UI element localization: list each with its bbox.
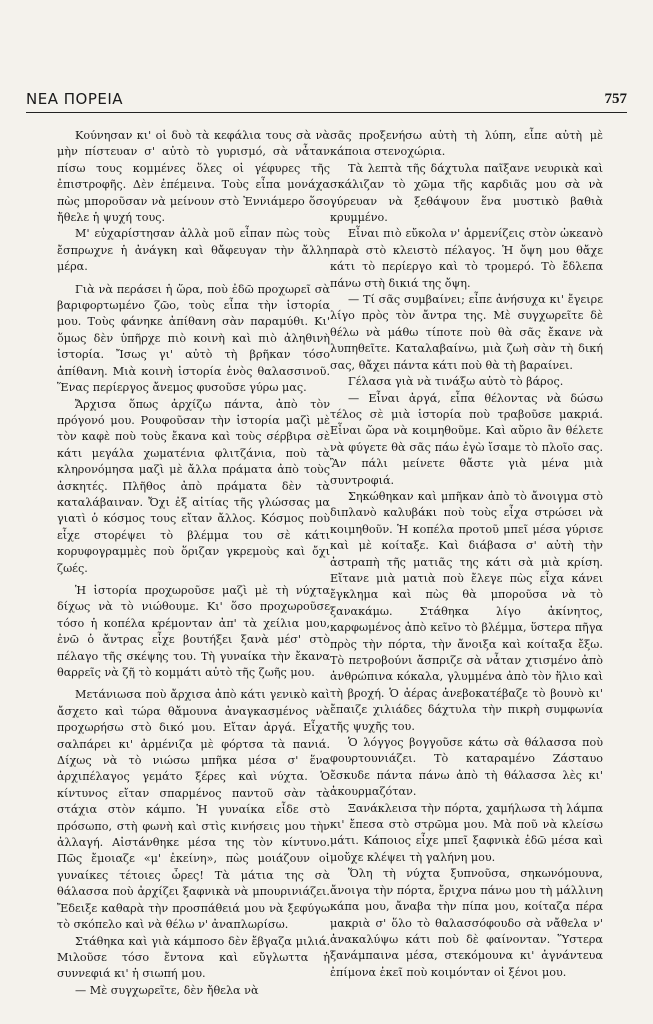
paragraph: Ἡ ἱστορία προχωροῦσε μαζὶ μὲ τὴ νύχτα δίχως νὰ τὸ νιώθουμε. Κι' ὅσο προχωροῦσε τόσο ἡ κοπέλα κρέμονταν ἀπ' τὰ χείλια μου, ἐνῶ ὁ ἄντρας εἶχε βουτήξει ξανὰ μέσ' στὸ πέλαγο τῆς σκέψης του. Τὴ γυναίκα τὴν ἔκανα θαρρεῖς νὰ ζῆ τὸ κομμάτι αὐτὸ τῆς ζωῆς μου.: [57, 583, 330, 679]
paragraph: Ὁ λόγγος βογγοῦσε κάτω σὰ θάλασσα ποὺ φουρτουνιάζει. Τὸ καταραμένο Ζάσταυο ἔσκυδε πάντα πάνω ἀπὸ τὴ θάλασσα λὲς κι' ἀκουρμαζόταν.: [330, 736, 603, 799]
paragraph: Μ' εὐχαρίστησαν ἀλλὰ μοῦ εἶπαν πὼς τοὺς ἔσπρωχνε ἡ ἀνάγκη καὶ θἄφευγαν τὴν ἄλλη μέρα.: [57, 227, 330, 274]
header-rule: [26, 112, 627, 113]
paragraph: Ὅλη τὴ νύχτα ξυπνοῦσα, σηκωνόμουνα, ἄνοιγα τὴν πόρτα, ἔριχνα πάνω μου τὴ μάλλινη κάπα μου, ἄναβα τὴν πίπα μου, κοίταζα πέρα μακριὰ σ' ὅλο τὸ θαλασσόφουδο σὰ νἄθελα ν' ἀνακαλύψω κάτι ποὺ δὲ φαίνονταν. Ὕστερα ξανάμπαινα μέσα, στεκόμουνα κι' ἀγνάντευα ἐπίμονα ἐκεῖ ποὺ κοιμόνταν οἱ ξένοι μου.: [330, 867, 603, 979]
paragraph: Ἄρχισα ὅπως ἀρχίζω πάντα, ἀπὸ τὸν πρόγονό μου. Ρουφοῦσαν τὴν ἱστορία μαζὶ μὲ τὸν καφὲ ποὺ τοὺς ἔκανα καὶ τοὺς σέρβιρα σὲ κάτι μεγάλα χωματένια φλιτζάνια, ποὺ τὰ κληρονόμησα μαζὶ μὲ ἄλλα πράματα ἀπὸ τοὺς ἀσκητές. Πλῆθος ἀπὸ πράματα δὲν τὰ καταλάβαιναν. Ὄχι ἐξ αἰτίας τῆς γλώσσας μα γιατὶ ὁ κόσμος τους εἴταν ἄλλος. Κόσμος ποὺ εἶχε στορέψει τὸ βλέμμα του σὲ κάτι κορυφογραμμὲς ποὺ ὅριζαν γκρεμοὺς καὶ ὄχι ζωές.: [57, 397, 330, 575]
paragraph: Ξανάκλεισα τὴν πόρτα, χαμήλωσα τὴ λάμπα κι' ἔπεσα στὸ στρῶμα μου. Μὰ ποῦ νὰ κλείσω μάτι. Κάποιος εἶχε μπεῖ ξαφνικὰ ἐδῶ μέσα καὶ μοὔχε κλέψει τὴ γαλήνη μου.: [330, 801, 603, 864]
paragraph: Κούνησαν κι' οἱ δυὸ τὰ κεφάλια τους σὰ νὰ μὴν πίστευαν σ' αὐτὸ τὸ γυρισμό, σὰ νἆταν πίσω τους κομμένες ὅλες οἱ γέφυρες τῆς ἐπιστροφῆς. Δὲν ἐπέμεινα. Τοὺς εἶπα μονάχα πὼς μποροῦσαν νὰ μείνουν στὸ Ἐννιάμερο ὅσο ἤθελε ἡ ψυχή τους.: [57, 129, 330, 225]
paragraph: Μετάνιωσα ποὺ ἄρχισα ἀπὸ κάτι γενικὸ καὶ ἄσχετο καὶ τώρα θἄμουνα ἀναγκασμένος νὰ προχωρήσω στὸ δικό μου. Εἴταν ἀργά. Εἶχα σαλπάρει κι' ἀρμένιζα μὲ φόρτσα τὰ πανιά. Δίχως νὰ τὸ νιώσω μπῆκα μέσα σ' ἕνα ἀρχιπέλαγος γεμάτο ξέρες καὶ νύχτα. Ὁ κίντυνος εἴταν σπαρμένος παντοῦ σὰν τὰ στάχια στὸν κάμπο. Ἡ γυναίκα εἶδε στὸ πρόσωπο, στὴ φωνὴ καὶ στὶς κινήσεις μου τὴν ἀλλαγή. Αἰστάνθηκε μέσα της τὸν κίντυνο. Πῶς ἔμοιαζε «μ' ἐκείνη», πὼς μοιάζουν οἱ γυναίκες τέτοιες ὧρες! Τὰ μάτια της σὰ θάλασσα ποὺ ἀρχίζει ξαφνικὰ νὰ μπουρινιάζει. Ἔδειξε καθαρὰ τὴν προσπάθειά μου νὰ ξεφύγω τὸ σκόπελο καὶ νὰ θέλω ν' ἀναπλωρίσω.: [57, 688, 330, 932]
paragraph: — Εἶναι ἀργά, εἶπα θέλοντας νὰ δώσω τέλος σὲ μιὰ ἱστορία ποὺ τραβοῦσε μακριά. Εἶναι ὥρα νὰ κοιμηθοῦμε. Καὶ αὔριο ἂν θέλετε νὰ φύγετε θὰ σᾶς πάω ἐγὼ ἴσαμε τὸ πλοῖο σας. Ἂν πάλι μείνετε θἄστε γιὰ μένα μιὰ συντροφιά.: [330, 391, 603, 487]
page-header: [26, 86, 627, 108]
paragraph: Εἶναι πιὸ εὔκολα ν' ἀρμενίζεις στὸν ὠκεανὸ παρὰ στὸ κλειστὸ πέλαγος. Ἡ ὄψη μου θἄχε κάτι τὸ περίεργο καὶ τὸ τρομερό. Τὸ ἔδλεπα πάνω στὴ δικιά της ὄψη.: [330, 227, 603, 290]
page-number: 757: [604, 91, 627, 107]
paragraph: Γιὰ νὰ περάσει ἡ ὥρα, ποὺ ἐδῶ προχωρεῖ σὰ βαριφορτωμένο ζῶο, τοὺς εἶπα τὴν ἱστορία μου. Τοὺς φάνηκε ἀπίθανη σὰν παραμύθι. Κι' ὅμως δὲν ὑπῆρχε πιὸ κοινὴ καὶ πιὸ ἀληθινὴ ἱστορία. Ἴσως γι' αὐτὸ τὴ βρῆκαν τόσο ἀπίθανη. Μιὰ κοινὴ ἱστορία ἑνὸς θαλασσινοῦ. Ἕνας περίεργος ἄνεμος φυσοῦσε γύρω μας.: [57, 282, 330, 395]
paragraph: Σηκώθηκαν καὶ μπῆκαν ἀπὸ τὸ ἄνοιγμα στὸ διπλανὸ καλυβάκι ποὺ τοὺς εἶχα στρώσει νὰ κοιμηθοῦν. Ἡ κοπέλα προτοῦ μπεῖ μέσα γύρισε καὶ μὲ κοίταξε. Καὶ διάβασα σ' αὐτὴ τὴν ἀστραπὴ τῆς ματιᾶς της κάτι σὰ μιὰ κρίση. Εἴτανε μιὰ ματιὰ ποὺ ἔλεγε πὼς εἶχα κάνει ἔγκλημα καὶ πὼς θὰ μποροῦσα νὰ τὸ ξανακάμω. Στάθηκα λίγο ἀκίνητος, καρφωμένος ἀπὸ κεῖνο τὸ βλέμμα, ὕστερα πῆγα πρὸς τὴν πόρτα, τὴν ἄνοιξα καὶ κοίταξα ἔξω. Τὸ πετροβούνι ἄσπριζε σὰ νἆταν χτισμένο ἀπὸ ἀνθρώπινα κόκαλα, γλυμμένα ἀπὸ τὸν ἥλιο καὶ τὴ βροχή. Ὁ ἀέρας ἀνεβοκατέβαζε τὸ βουνὸ κι' ἔπαιζε χιλιάδες δάχτυλα τὴν πικρὴ συμφωνία τῆς ψυχῆς του.: [330, 489, 603, 733]
left-column: [57, 128, 330, 999]
paragraph: — Τί σᾶς συμβαίνει; εἶπε ἀνήσυχα κι' ἔγειρε λίγο πρὸς τὸν ἄντρα της. Μὲ συγχωρεῖτε δὲ θέλω νὰ μάθω τίποτε ποὺ θὰ σᾶς ἔκανε νὰ λυπηθεῖτε. Καταλαβαίνω, μιὰ ζωὴ σὰν τὴ δική σας, θἄχει πάντα κάτι ποὺ θὰ τὴ βαραίνει.: [330, 293, 603, 372]
journal-title: ΝΕΑ ΠΟΡΕΙΑ: [26, 90, 124, 108]
paragraph: Στάθηκα καὶ γιὰ κάμποσο δὲν ἔβγαζα μιλιά. Μιλοῦσε τόσο ἔντονα καὶ εὔγλωττα ἡ συννεφιά κι' ἡ σιωπή μου.: [57, 934, 330, 981]
paragraph: σᾶς προξενήσω αὐτὴ τὴ λύπη, εἶπε αὐτὴ μὲ κάποια στενοχώρια.: [330, 129, 603, 159]
right-column: [330, 128, 603, 981]
paragraph: Γέλασα γιὰ νὰ τινάξω αὐτὸ τὸ βάρος.: [348, 375, 564, 389]
paragraph: Τὰ λεπτὰ τῆς δάχτυλα παῖξανε νευρικὰ καὶ σκάλιζαν τὸ χῶμα τῆς καρδιᾶς μου σὰ νὰ γύρευαν νὰ ξεθάψουν ἕνα μυστικὸ βαθιὰ κρυμμένο.: [330, 161, 603, 225]
paragraph: — Μὲ συγχωρεῖτε, δὲν ἤθελα νὰ: [75, 983, 259, 997]
